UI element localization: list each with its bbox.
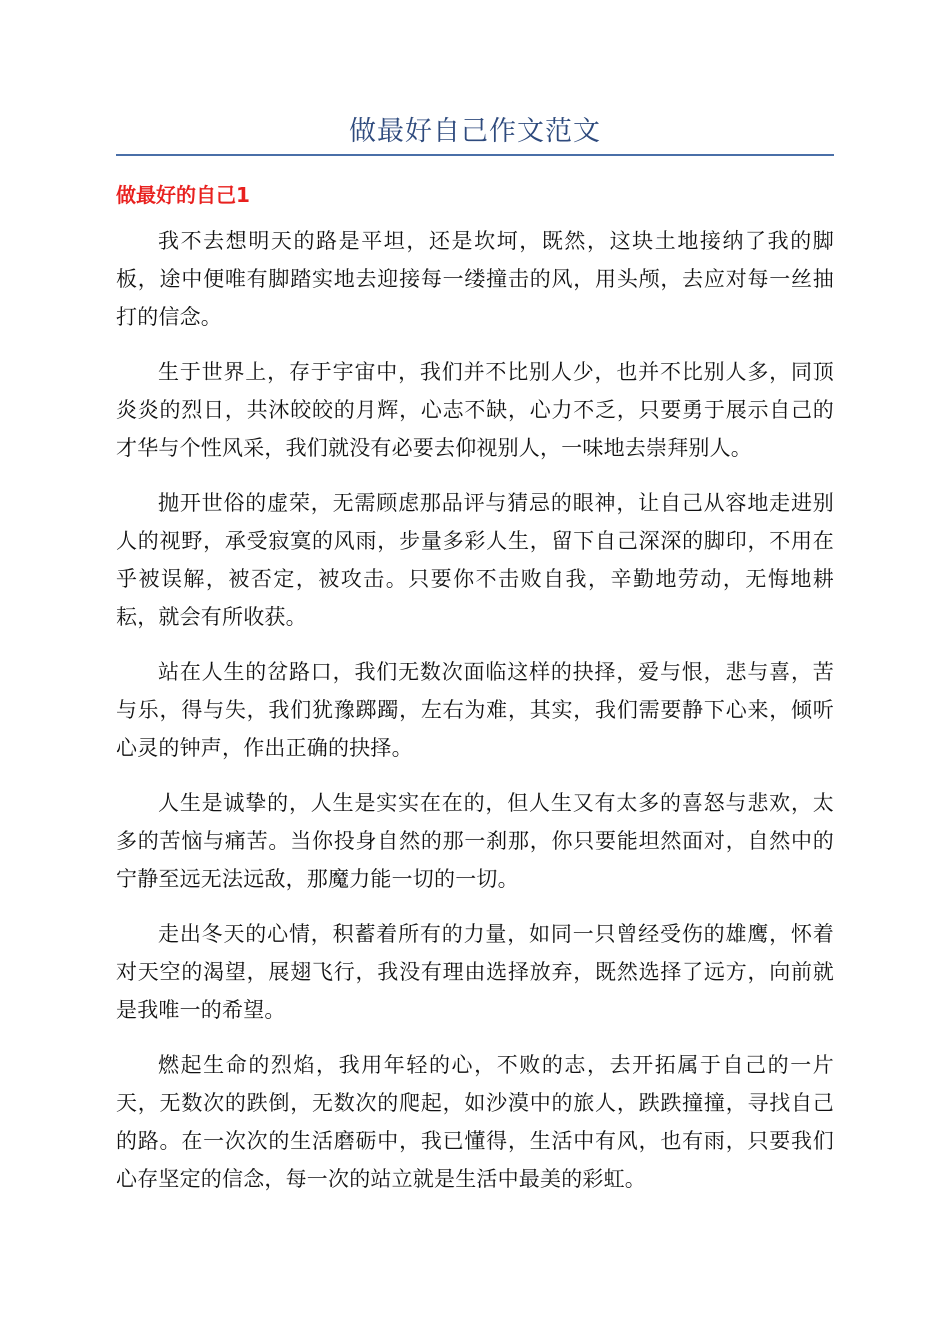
paragraph-4: 站在人生的岔路口，我们无数次面临这样的抉择，爱与恨，悲与喜，苦与乐，得与失，我们犹豫踯躅，左右为难，其实，我们需要静下心来，倾听心灵的钟声，作出正确的抉择。 <box>116 660 834 760</box>
paragraph-7: 燃起生命的烈焰，我用年轻的心，不败的志，去开拓属于自己的一片天，无数次的跌倒，无数次的爬起，如沙漠中的旅人，跌跌撞撞，寻找自己的路。在一次次的生活磨砺中，我已懂得，生活中有风，也有雨，只要我们心存坚定的信念，每一次的站立就是生活中最美的彩虹。 <box>116 1053 834 1191</box>
paragraph-2: 生于世界上，存于宇宙中，我们并不比别人少，也并不比别人多，同顶炎炎的烈日，共沐皎皎的月辉，心志不缺，心力不乏，只要勇于展示自己的才华与个性风采，我们就没有必要去仰视别人，一味地去崇拜别人。 <box>116 360 834 460</box>
paragraph-5: 人生是诚挚的，人生是实实在在的，但人生又有太多的喜怒与悲欢，太多的苦恼与痛苦。当你投身自然的那一刹那，你只要能坦然面对，自然中的宁静至远无法远敌，那魔力能一切的一切。 <box>116 791 834 891</box>
paragraph-1: 我不去想明天的路是平坦，还是坎坷，既然，这块土地接纳了我的脚板，途中便唯有脚踏实地去迎接每一缕撞击的风，用头颅，去应对每一丝抽打的信念。 <box>116 229 834 329</box>
document-title: 做最好自己作文范文 <box>349 116 601 147</box>
paragraph-3: 抛开世俗的虚荣，无需顾虑那品评与猜忌的眼神，让自己从容地走进别人的视野，承受寂寞的风雨，步量多彩人生，留下自己深深的脚印，不用在乎被误解，被否定，被攻击。只要你不击败自我，辛勤地劳动，无悔地耕耘，就会有所收获。 <box>116 491 834 629</box>
title-underline <box>116 154 834 156</box>
essay-body <box>116 222 834 1215</box>
section-heading: 做最好的自己1 <box>116 183 250 207</box>
paragraph-6: 走出冬天的心情，积蓄着所有的力量，如同一只曾经受伤的雄鹰，怀着对天空的渴望，展翅飞行，我没有理由选择放弃，既然选择了远方，向前就是我唯一的希望。 <box>116 922 834 1022</box>
